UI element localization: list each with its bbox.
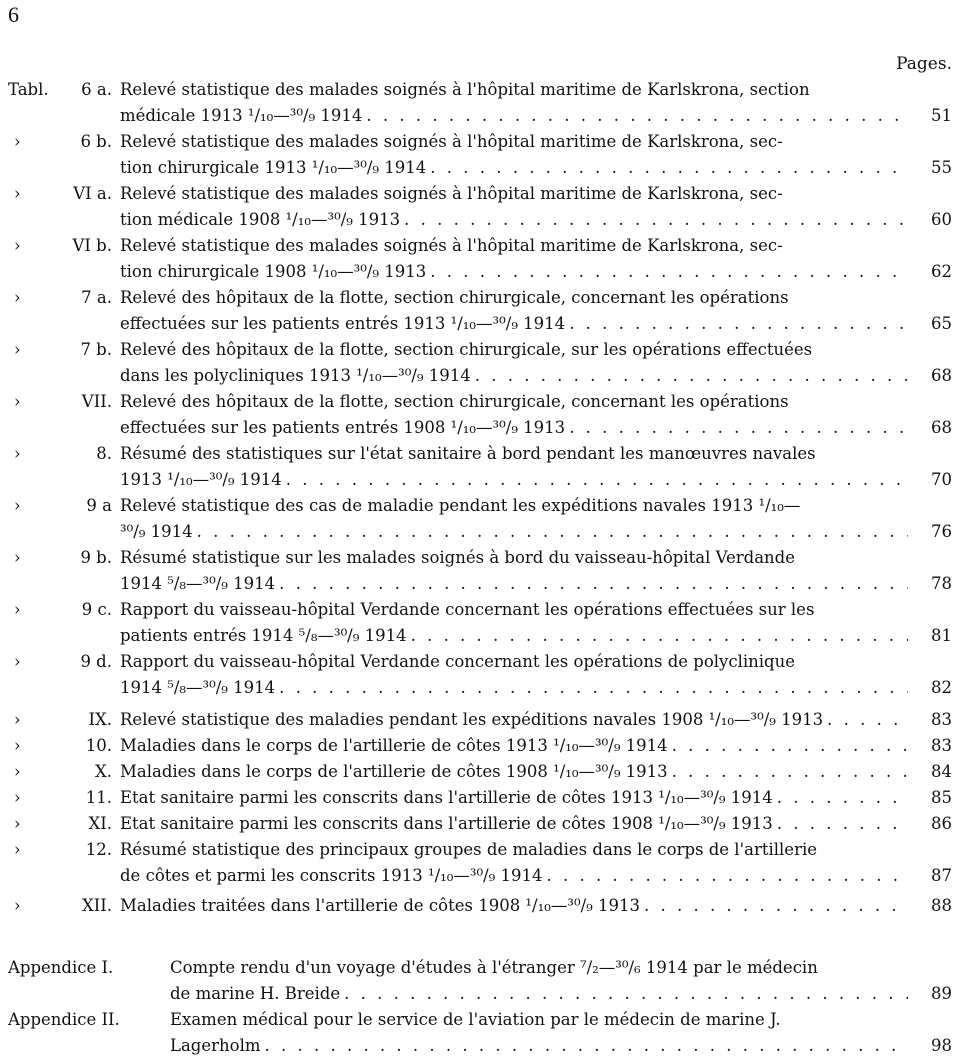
entry-page-number: 83: [931, 710, 952, 729]
entry-text: Relevé statistique des malades soignés à l'hôpital maritime de Karlskrona, section: [120, 80, 810, 99]
entry-title: [120, 896, 908, 922]
entry-page-number: 62: [931, 262, 952, 281]
entry-prefix: ›: [14, 788, 21, 807]
entry-text: tion chirurgicale 1908 ¹/₁₀—³⁰/₉ 1913: [120, 262, 427, 281]
entry-table-id: 7 b.: [80, 340, 112, 359]
entry-text: de marine H. Breide: [170, 984, 341, 1003]
entry-table-id: IX.: [88, 710, 112, 729]
toc-entry[interactable]: [0, 652, 960, 704]
entry-text-line: [120, 210, 908, 230]
entry-title: [120, 236, 908, 288]
entry-text: Relevé statistique des cas de maladie pendant les expéditions navales 1913 ¹/₁₀—: [120, 496, 801, 515]
entry-prefix: Tabl.: [8, 80, 49, 99]
entry-text-line: [120, 866, 908, 886]
entry-page-number: 82: [931, 678, 952, 697]
entry-text-line: [120, 548, 908, 568]
entry-text: Relevé des hôpitaux de la flotte, section chirurgicale, sur les opérations effectuées: [120, 340, 813, 359]
toc-entry[interactable]: [0, 600, 960, 652]
entry-text-line: [170, 984, 908, 1004]
toc-entry[interactable]: [0, 814, 960, 840]
entry-text-line: [120, 288, 908, 308]
entry-text-line: [120, 80, 908, 100]
entry-page-number: 51: [931, 106, 952, 125]
entry-text: tion chirurgicale 1913 ¹/₁₀—³⁰/₉ 1914: [120, 158, 427, 177]
entry-page-number: 85: [931, 788, 952, 807]
entry-text-line: [120, 184, 908, 204]
entry-text-line: [120, 600, 908, 620]
entry-text: dans les polycliniques 1913 ¹/₁₀—³⁰/₉ 1914: [120, 366, 471, 385]
entry-title: [120, 710, 908, 736]
entry-page-number: 76: [931, 522, 952, 541]
entry-page-number: 87: [931, 866, 952, 885]
entry-text: 1914 ⁵/₈—³⁰/₉ 1914: [120, 678, 276, 697]
entry-text-line: [120, 896, 908, 916]
dot-leader: [265, 1036, 909, 1056]
entry-text-line: [120, 626, 908, 646]
entry-page-number: 78: [931, 574, 952, 593]
dot-leader: [366, 106, 908, 126]
entry-text-line: [120, 392, 908, 412]
appendix-label: Appendice II.: [8, 1010, 120, 1029]
entry-text-line: [120, 678, 908, 698]
entry-text-line: [120, 236, 908, 256]
entry-text-line: [120, 106, 908, 126]
appendix-page-number: 89: [931, 984, 952, 1003]
entry-title: [120, 652, 908, 704]
entry-text-line: [170, 1036, 908, 1056]
entry-prefix: ›: [14, 600, 21, 619]
toc-entry[interactable]: [0, 132, 960, 184]
entry-table-id: 9 d.: [80, 652, 112, 671]
entry-text: Rapport du vaisseau-hôpital Verdande concernant les opérations effectuées sur les: [120, 600, 815, 619]
entry-text: Lagerholm: [170, 1036, 261, 1055]
entry-prefix: ›: [14, 840, 21, 859]
entry-table-id: VI b.: [72, 236, 112, 255]
entry-title: [120, 80, 908, 132]
entry-text: médicale 1913 ¹/₁₀—³⁰/₉ 1914: [120, 106, 363, 125]
entry-title: [120, 444, 908, 496]
entry-table-id: 6 a.: [81, 80, 112, 99]
entry-text: tion médicale 1908 ¹/₁₀—³⁰/₉ 1913: [120, 210, 401, 229]
dot-leader: [404, 210, 908, 230]
entry-page-number: 60: [931, 210, 952, 229]
entry-prefix: ›: [14, 896, 21, 915]
entry-text: Relevé des hôpitaux de la flotte, section chirurgicale, concernant les opérations: [120, 392, 789, 411]
entry-text: ³⁰/₉ 1914: [120, 522, 193, 541]
entry-text: Rapport du vaisseau-hôpital Verdande concernant les opérations de polyclinique: [120, 652, 796, 671]
entry-table-id: 9 c.: [81, 600, 112, 619]
entry-text: Relevé statistique des malades soignés à l'hôpital maritime de Karlskrona, sec-: [120, 132, 783, 151]
entry-text-line: [120, 736, 908, 756]
page-number: 6: [8, 2, 19, 27]
entry-page-number: 65: [931, 314, 952, 333]
entry-text-line: [120, 470, 908, 490]
entry-text: Relevé statistique des malades soignés à l'hôpital maritime de Karlskrona, sec-: [120, 236, 783, 255]
entry-title: [120, 600, 908, 652]
toc-entry[interactable]: [0, 736, 960, 762]
entry-prefix: ›: [14, 814, 21, 833]
entry-title: [120, 814, 908, 840]
entry-text: effectuées sur les patients entrés 1908 ¹/₁₀—³⁰/₉ 1913: [120, 418, 566, 437]
entry-text-line: [120, 314, 908, 334]
entry-title: [120, 788, 908, 814]
entry-text-line: [120, 444, 908, 464]
entry-page-number: 83: [931, 736, 952, 755]
entry-title: [120, 184, 908, 236]
toc-entry[interactable]: [0, 444, 960, 496]
dot-leader: [569, 314, 908, 334]
entry-table-id: 10.: [85, 736, 112, 755]
toc-entry[interactable]: [0, 184, 960, 236]
dot-leader: [777, 788, 908, 808]
toc-entry[interactable]: [0, 496, 960, 548]
toc-entry[interactable]: [0, 236, 960, 288]
entry-title: [120, 288, 908, 340]
entry-text-line: [120, 340, 908, 360]
entry-title: [120, 132, 908, 184]
pages-column-heading: Pages.: [896, 54, 952, 74]
toc-entry[interactable]: [0, 340, 960, 392]
entry-text-line: [170, 1010, 908, 1030]
entry-text-line: [120, 418, 908, 438]
entry-prefix: ›: [14, 184, 21, 203]
entry-title: [120, 496, 908, 548]
dot-leader: [644, 896, 908, 916]
entry-prefix: ›: [14, 762, 21, 781]
entry-text-line: [120, 652, 908, 672]
toc-entry[interactable]: [0, 710, 960, 736]
toc-entry[interactable]: [0, 548, 960, 600]
toc-entry[interactable]: [0, 80, 960, 132]
entry-table-id: 9 a: [86, 496, 112, 515]
appendix-title: [170, 1010, 908, 1062]
appendix-label: Appendice I.: [8, 958, 114, 977]
entry-text: Résumé statistique des principaux groupes de maladies dans le corps de l'artillerie: [120, 840, 818, 859]
entry-text: 1914 ⁵/₈—³⁰/₉ 1914: [120, 574, 276, 593]
dot-leader: [197, 522, 908, 542]
entry-prefix: ›: [14, 392, 21, 411]
entry-page-number: 70: [931, 470, 952, 489]
entry-text-line: [170, 958, 908, 978]
dot-leader: [411, 626, 908, 646]
entry-page-number: 81: [931, 626, 952, 645]
entry-text: Relevé statistique des maladies pendant les expéditions navales 1908 ¹/₁₀—³⁰/₉ 1913: [120, 710, 824, 729]
entry-title: [120, 762, 908, 788]
entry-page-number: 84: [931, 762, 952, 781]
entry-table-id: VII.: [81, 392, 112, 411]
entry-text-line: [120, 132, 908, 152]
entry-text: Résumé statistique sur les malades soignés à bord du vaisseau-hôpital Verdande: [120, 548, 795, 567]
toc-entry[interactable]: [0, 840, 960, 892]
entry-table-id: XI.: [88, 814, 112, 833]
entry-text: Maladies dans le corps de l'artillerie de côtes 1908 ¹/₁₀—³⁰/₉ 1913: [120, 762, 668, 781]
toc-entry[interactable]: [0, 762, 960, 788]
entry-text-line: [120, 522, 908, 542]
entry-prefix: ›: [14, 496, 21, 515]
entry-prefix: ›: [14, 340, 21, 359]
entry-text-line: [120, 710, 908, 730]
entry-title: [120, 548, 908, 600]
entry-text-line: [120, 262, 908, 282]
entry-table-id: XII.: [81, 896, 112, 915]
entry-table-id: 8.: [96, 444, 112, 463]
entry-prefix: ›: [14, 236, 21, 255]
dot-leader: [279, 574, 908, 594]
dot-leader: [430, 158, 908, 178]
entry-text: Etat sanitaire parmi les conscrits dans l'artillerie de côtes 1908 ¹/₁₀—³⁰/₉ 1913: [120, 814, 773, 833]
entry-prefix: ›: [14, 132, 21, 151]
dot-leader: [827, 710, 908, 730]
entry-prefix: ›: [14, 548, 21, 567]
dot-leader: [672, 736, 908, 756]
entry-title: [120, 392, 908, 444]
dot-leader: [430, 262, 908, 282]
entry-prefix: ›: [14, 736, 21, 755]
entry-text: Résumé des statistiques sur l'état sanitaire à bord pendant les manœuvres navales: [120, 444, 816, 463]
entry-prefix: ›: [14, 652, 21, 671]
appendix-page-number: 98: [931, 1036, 952, 1055]
toc-entry[interactable]: [0, 896, 960, 922]
entry-text-line: [120, 574, 908, 594]
entry-page-number: 86: [931, 814, 952, 833]
entry-text: 1913 ¹/₁₀—³⁰/₉ 1914: [120, 470, 282, 489]
entry-page-number: 55: [931, 158, 952, 177]
entry-title: [120, 840, 908, 892]
entry-table-id: 12.: [85, 840, 112, 859]
appendix-title: [170, 958, 908, 1010]
entry-text: Maladies dans le corps de l'artillerie de côtes 1913 ¹/₁₀—³⁰/₉ 1914: [120, 736, 668, 755]
entry-text: Maladies traitées dans l'artillerie de côtes 1908 ¹/₁₀—³⁰/₉ 1913: [120, 896, 640, 915]
dot-leader: [777, 814, 908, 834]
entry-prefix: ›: [14, 710, 21, 729]
entry-text-line: [120, 158, 908, 178]
entry-text: Compte rendu d'un voyage d'études à l'étranger ⁷/₂—³⁰/₆ 1914 par le médecin: [170, 958, 818, 977]
dot-leader: [286, 470, 908, 490]
dot-leader: [547, 866, 909, 886]
appendix-entry[interactable]: [0, 1010, 960, 1062]
entry-prefix: ›: [14, 288, 21, 307]
entry-text-line: [120, 814, 908, 834]
dot-leader: [344, 984, 908, 1004]
dot-leader: [279, 678, 908, 698]
toc-entry[interactable]: [0, 288, 960, 340]
entry-title: [120, 736, 908, 762]
appendix-entry[interactable]: [0, 958, 960, 1010]
entry-table-id: X.: [95, 762, 112, 781]
entry-text-line: [120, 496, 908, 516]
entry-text: Examen médical pour le service de l'aviation par le médecin de marine J.: [170, 1010, 781, 1029]
entry-table-id: 11.: [85, 788, 112, 807]
toc-entry[interactable]: [0, 788, 960, 814]
entry-text: de côtes et parmi les conscrits 1913 ¹/₁₀—³⁰/₉ 1914: [120, 866, 543, 885]
entry-table-id: 6 b.: [80, 132, 112, 151]
entry-text: Relevé statistique des malades soignés à l'hôpital maritime de Karlskrona, sec-: [120, 184, 783, 203]
entry-text-line: [120, 840, 908, 860]
entry-text: patients entrés 1914 ⁵/₈—³⁰/₉ 1914: [120, 626, 407, 645]
entry-page-number: 88: [931, 896, 952, 915]
entry-text: Relevé des hôpitaux de la flotte, section chirurgicale, concernant les opérations: [120, 288, 789, 307]
entry-text-line: [120, 762, 908, 782]
entry-prefix: ›: [14, 444, 21, 463]
dot-leader: [569, 418, 908, 438]
entry-page-number: 68: [931, 366, 952, 385]
entry-text: effectuées sur les patients entrés 1913 ¹/₁₀—³⁰/₉ 1914: [120, 314, 566, 333]
entry-page-number: 68: [931, 418, 952, 437]
toc-entry[interactable]: [0, 392, 960, 444]
entry-title: [120, 340, 908, 392]
dot-leader: [672, 762, 908, 782]
dot-leader: [475, 366, 908, 386]
entry-text-line: [120, 788, 908, 808]
entry-table-id: 7 a.: [81, 288, 112, 307]
entry-text: Etat sanitaire parmi les conscrits dans l'artillerie de côtes 1913 ¹/₁₀—³⁰/₉ 1914: [120, 788, 773, 807]
entry-table-id: 9 b.: [80, 548, 112, 567]
entry-table-id: VI a.: [73, 184, 112, 203]
entry-text-line: [120, 366, 908, 386]
